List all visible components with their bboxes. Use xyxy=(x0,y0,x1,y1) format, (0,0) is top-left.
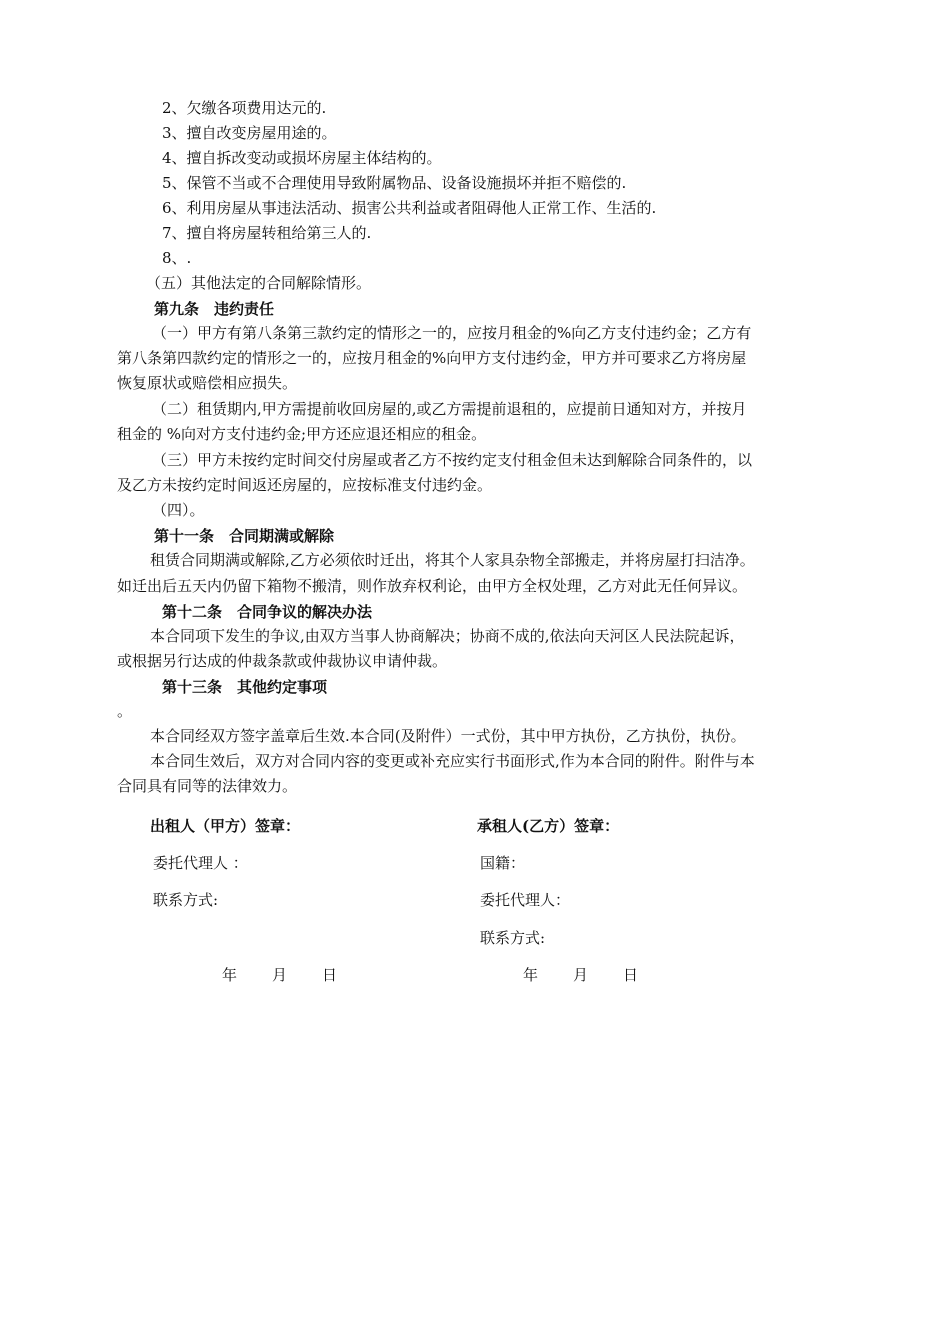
lessee-nationality-label: 国籍： xyxy=(480,854,526,872)
article-13-title: 第十三条 其他约定事项 xyxy=(162,678,328,696)
lessee-date-month: 月 xyxy=(573,966,589,984)
article-9-title: 第九条 违约责任 xyxy=(154,300,275,318)
clause-item-five: （五）其他法定的合同解除情形。 xyxy=(146,274,372,292)
article-13-mark: 。 xyxy=(117,702,133,720)
article-9-paragraph: （二）租赁期内,甲方需提前收回房屋的,或乙方需提前退租的，应提前日通知对方，并按月 xyxy=(152,400,747,418)
article-12-paragraph: 本合同项下发生的争议,由双方当事人协商解决；协商不成的,依法向天河区人民法院起诉， xyxy=(150,627,745,645)
article-13-paragraph: 本合同生效后，双方对合同内容的变更或补充应实行书面形式,作为本合同的附件。附件与本 xyxy=(150,752,755,770)
article-9-paragraph: 恢复原状或赔偿相应损失。 xyxy=(117,374,298,392)
lessee-signature-title: 承租人(乙方）签章： xyxy=(477,817,620,835)
lessor-date-month: 月 xyxy=(272,966,288,984)
clause-item-8: 8、. xyxy=(162,249,192,267)
lessor-agent-label: 委托代理人 ： xyxy=(153,854,248,872)
lessor-signature-title: 出租人（甲方）签章： xyxy=(150,817,301,835)
article-9-paragraph: 租金的 %向对方支付违约金;甲方还应退还相应的租金。 xyxy=(117,425,487,443)
article-12-paragraph: 或根据另行达成的仲裁条款或仲裁协议申请仲裁。 xyxy=(117,652,448,670)
clause-item-2: 2、欠缴各项费用达元的. xyxy=(162,99,327,117)
lessor-date-year: 年 xyxy=(222,966,238,984)
clause-item-3: 3、擅自改变房屋用途的。 xyxy=(162,124,337,142)
clause-item-5: 5、保管不当或不合理使用导致附属物品、设备设施损坏并拒不赔偿的. xyxy=(162,174,627,192)
article-9-paragraph: （一）甲方有第八条第三款约定的情形之一的，应按月租金的%向乙方支付违约金；乙方有 xyxy=(152,324,752,342)
article-9-paragraph: 及乙方未按约定时间返还房屋的，应按标准支付违约金。 xyxy=(117,476,493,494)
lessee-contact-label: 联系方式: xyxy=(480,929,546,947)
article-13-paragraph: 本合同经双方签字盖章后生效.本合同(及附件）一式份，其中甲方执份，乙方执份，执份。 xyxy=(150,727,746,745)
article-9-paragraph: （三）甲方未按约定时间交付房屋或者乙方不按约定支付租金但未达到解除合同条件的，以 xyxy=(152,451,753,469)
article-11-paragraph: 如迁出后五天内仍留下箱物不搬清，则作放弃权利论，由甲方全权处理，乙方对此无任何异议。 xyxy=(117,577,748,595)
lessee-date-year: 年 xyxy=(523,966,539,984)
lessee-agent-label: 委托代理人： xyxy=(480,891,571,909)
article-12-title: 第十二条 合同争议的解决办法 xyxy=(162,603,373,621)
lessor-date-day: 日 xyxy=(322,966,338,984)
lessor-contact-label: 联系方式: xyxy=(153,891,219,909)
lessee-date-day: 日 xyxy=(623,966,639,984)
article-9-paragraph: （四）。 xyxy=(152,501,205,519)
clause-item-7: 7、擅自将房屋转租给第三人的. xyxy=(162,224,372,242)
article-11-paragraph: 租赁合同期满或解除,乙方必须依时迁出，将其个人家具杂物全部搬走，并将房屋打扫洁净。 xyxy=(150,551,755,569)
article-13-paragraph: 合同具有同等的法律效力。 xyxy=(117,777,298,795)
article-11-title: 第十一条 合同期满或解除 xyxy=(154,527,335,545)
clause-item-6: 6、利用房屋从事违法活动、损害公共利益或者阻碍他人正常工作、生活的. xyxy=(162,199,657,217)
clause-item-4: 4、擅自拆改变动或损坏房屋主体结构的。 xyxy=(162,149,442,167)
article-9-paragraph: 第八条第四款约定的情形之一的，应按月租金的%向甲方支付违约金，甲方并可要求乙方将房屋 xyxy=(117,349,747,367)
